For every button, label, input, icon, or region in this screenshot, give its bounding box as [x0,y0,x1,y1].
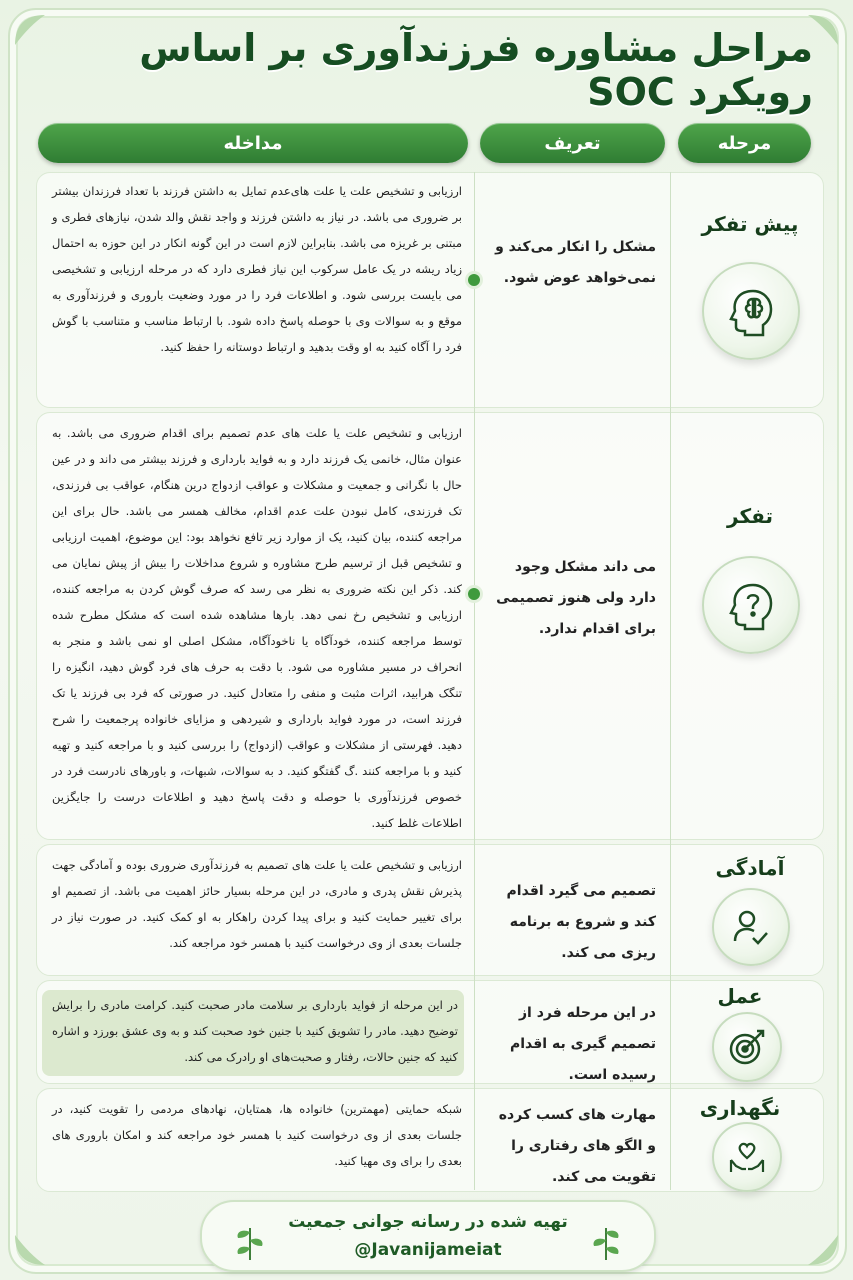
footer-handle[interactable]: @Javanijameiat [354,1240,502,1260]
stage-name: پیش تفکر [701,212,799,236]
leaf-sprig-icon [584,1218,628,1266]
header-stage: مرحله [678,123,811,163]
intervention-text: ارزیابی و تشخیص علت یا علت های‌عدم تمایل به داشتن فرزند با تعداد فرزندان بیشتر بر ضروری می باشد. در نیاز به داشتن فرزند و واجد نقش والد شدن، نیازهای فطری و مبتنی بر غریزه می باشد. بنابراین لازم است در این گونه انکار در این حوزه به احتمال زیاد ریشه در یک عامل سرکوب این نیاز فطری دارد که در مرحله ارزیابی و تشخیصی می بایست بررسی شود. و اطلاعات فرد را در مورد وضعیت باروری و فرزندآوری به موقع و به سوالات وی با حوصله پاسخ داده شود. با ارتباط مناسب و متناسب با گوش فرد را آگاه کنید به او وقت بدهید و ارتباط دوستانه را حفظ کنید. [52,184,462,354]
stage-name: تفکر [727,504,773,528]
stage-name: آمادگی [715,856,785,880]
intervention-text: ارزیابی و تشخیص علت یا علت های عدم تصمیم برای اقدام ضروری می باشد. به عنوان مثال، خانمی یک فرزند دارد و به فواید بارداری و فرزند بیشتر می داند و در عین حال با نگرانی و جمعیت و مشکلات و عواقب ازدواج درین هنگام، عواقب بی فرزندی، تک فرزندی، کامل نبودن علت عدم اقدام، مخالف همسر می باشد. حال برای این مراجعه کننده، بیان کنید، یک از موارد زیر تافع نخواهد بود: این موضوع، اهمیت ارزیابی و تشخیص قبل از ترسیم طرح مشاوره و شروع مداخلات را بیش از پیش نمایان می کند. ذکر این نکته ضروری به نظر می رسد که صرف گوش کردن به مراجعه کننده، ارزیابی و تشخیص رخ نمی دهد. بارها مشاهده شده است که مشکل مطرح شده توسط مراجعه کننده، خودآگاه یا ناخودآگاه، مشکل اصلی او نمی باشد و منجر به انحراف در مسیر مشاوره می شود. با دقت به حرف های فرد گوش دهید، انگیزه را تنگک هرابید، اثرات مثبت و منفی را متعادل کنید. در صورتی که فرد بی فرزند یا تک فرزند است، در مورد فواید بارداری و شیردهی و مزایای خانواده پرجمعیت را شرح دهید. فهرستی از مشکلات و عواقب (ازدواج) را بررسی کنید و با مراجعه کنید و تهیه کنید و با مراجعه کنند .گ گفتگو کنید. د به سوالات، شبهات، و باورهای نادرست فرد در خصوص فرزندآوری با حوصله و دقت پاسخ دهید و اطلاعات درست را جایگزین اطلاعات غلط کنید. [52,426,462,830]
intervention-text: ارزیابی و تشخیص علت یا علت های تصمیم به فرزندآوری ضروری بوده و آمادگی جهت پذیرش نقش پدری و مادری، در این مرحله بسیار حائز اهمیت می باشد. از تصمیم او برای تغییر حمایت کنید و برای پیدا کردن راهکار به او کمک کنید. در صورت نیاز در جلسات بعدی از وی درخواست کنید با همسر خود مراجعه کند. [52,858,462,950]
intervention-text: شبکه حمایتی (مهمترین) خانواده ها، همتایان، نهادهای مردمی را تقویت کنید، در جلسات بعدی از وی درخواست کنید با همسر خود مراجعه کند و امکان باروری های بعدی را برای وی مهیا کنید. [52,1102,462,1168]
stage-name: نگهداری [699,1096,781,1120]
intervention-text: در این مرحله از فواید بارداری بر سلامت مادر صحبت کنید. کرامت مادری را برایش توضیح دهید. مادر را تشویق کنید با جنین خود صحبت کند و به وی عشق بورزد و اشاره کنید که جنین حالات، رفتار و صحبت‌های او رادرک می کند. [52,998,458,1064]
leaf-sprig-icon [228,1218,272,1266]
row-dot [468,588,480,600]
user-check-icon [712,888,790,966]
corner-leaf-icon [803,1230,843,1270]
row-dot [468,274,480,286]
brain-head-icon [702,262,800,360]
footer-credit: تهیه شده در رسانه جوانی جمعیت [288,1212,568,1232]
question-head-icon [702,556,800,654]
definition-text: مشکل را انکار می‌کند و نمی‌خواهد عوض شود. [495,239,656,286]
column-divider [474,172,475,1190]
stage-name: عمل [717,984,763,1008]
definition-text: در این مرحله فرد از تصمیم گیری به اقدام رسیده است. [509,1005,656,1083]
definition-text: مهارت های کسب کرده و الگو های رفتاری را تقویت می کند. [498,1107,656,1185]
header-intervention: مداخله [38,123,468,163]
hands-heart-icon [712,1122,782,1192]
target-icon [712,1012,782,1082]
header-definition: تعریف [480,123,665,163]
page-title: مراحل مشاوره فرزندآوری بر اساس رویکرد SOC [139,26,813,114]
definition-text: تصمیم می گیرد اقدام کند و شروع به برنامه ریزی می کند. [506,883,656,961]
corner-leaf-icon [10,1230,50,1270]
definition-text: می داند مشکل وجود دارد ولی هنوز تصمیمی برای اقدام ندارد. [496,559,656,637]
column-divider [670,172,671,1190]
